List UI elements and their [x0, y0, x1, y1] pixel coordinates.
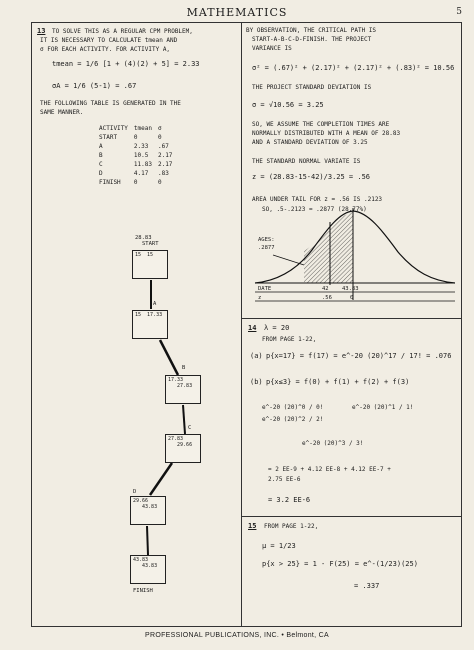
problem-14-number: 14 — [248, 324, 257, 332]
p14-term-0: e^-20 (20)^0 / 0! — [262, 404, 324, 411]
p13-sigma-formula: σA = 1/6 (5-1) = .67 — [52, 82, 137, 90]
node-a-times: 15 17.33 — [135, 312, 163, 318]
node-start-times: 15 15 — [135, 252, 154, 258]
node-b-label: B — [182, 365, 186, 371]
p13-right-line-3: VARIANCE IS — [252, 45, 292, 52]
chart-area-value: .2877 — [258, 245, 275, 251]
p13-so-line: SO, .5-.2123 = .2877 (28.77%) — [262, 206, 367, 213]
p14-part-a: p{x=17} = f(17) = e^-20 (20)^17 / 17! = .076 — [266, 352, 452, 360]
p13-assume-2: NORMALLY DISTRIBUTED WITH A MEAN OF 28.83 — [252, 130, 401, 137]
chart-date-label: DATE — [258, 286, 272, 292]
p13-variance: σ² = (.67)² + (2.17)² + (2.17)² + (.83)² = 10.56 — [252, 64, 455, 72]
p13-line-1: TO SOLVE THIS AS A REGULAR CPM PROBLEM, — [52, 28, 193, 35]
table-cell: 0 — [133, 179, 138, 186]
table-header-cell: tmean — [133, 125, 152, 132]
p13-z-formula: z = (28.83-15-42)/3.25 = .56 — [252, 173, 371, 181]
p15-formula: p{x > 25} = 1 - F(25) = e^-(1/23)(25) — [262, 560, 418, 568]
table-cell: 0 — [157, 179, 162, 186]
table-cell: 2.33 — [133, 143, 149, 150]
p13-right-line-2: START-A-B-C-D-FINISH. THE PROJECT — [252, 36, 372, 43]
table-cell: 4.17 — [133, 170, 149, 177]
p13-right-line-1: BY OBSERVATION, THE CRITICAL PATH IS — [246, 27, 377, 34]
p15-from: FROM PAGE 1-22, — [264, 523, 319, 530]
p14-result: = 3.2 EE-6 — [268, 496, 311, 504]
network-top-label: 28.83 — [135, 235, 152, 241]
table-header-cell: ACTIVITY — [99, 125, 128, 132]
table-cell: D — [99, 170, 103, 177]
p13-area-line: AREA UNDER TAIL FOR z = .56 IS .2123 — [252, 196, 383, 203]
page-header-title: MATHEMATICS — [186, 6, 288, 19]
table-cell: C — [99, 161, 103, 168]
table-cell: 11.83 — [133, 161, 152, 168]
p14-lambda: λ = 20 — [264, 324, 290, 332]
page-number: 5 — [456, 7, 462, 17]
table-cell: .83 — [157, 170, 169, 177]
problem-15-number: 15 — [248, 522, 257, 530]
node-a-label: A — [153, 301, 157, 307]
p13-assume-3: AND A STANDARD DEVIATION OF 3.25 — [252, 139, 368, 146]
p13-table-intro-1: THE FOLLOWING TABLE IS GENERATED IN THE — [40, 100, 181, 107]
table-cell: 10.5 — [133, 152, 149, 159]
p13-std-dev: σ = √10.56 = 3.25 — [252, 101, 324, 109]
chart-z-label: z — [258, 295, 262, 301]
node-d-times: 29.66 43.83 — [133, 498, 158, 510]
p13-std-dev-label: THE PROJECT STANDARD DEVIATION IS — [252, 84, 372, 91]
p15-mu: μ = 1/23 — [262, 542, 296, 550]
p13-tmean-formula: tmean = 1/6 [1 + (4)(2) + 5] = 2.33 — [52, 60, 200, 68]
p15-result: = .337 — [354, 582, 380, 590]
table-cell: .67 — [157, 143, 169, 150]
p14-sum-line-1: = 2 EE-9 + 4.12 EE-8 + 4.12 EE-7 + — [268, 466, 391, 473]
table-cell: 0 — [133, 134, 138, 141]
table-cell: 2.17 — [157, 152, 173, 159]
p13-assume-1: SO, WE ASSUME THE COMPLETION TIMES ARE — [252, 121, 390, 128]
chart-axis-value-2: 43.83 — [342, 286, 359, 292]
node-b-times: 17.33 27.83 — [168, 377, 193, 389]
p14-term-1: e^-20 (20)^1 / 1! — [352, 404, 414, 411]
p14-term-3: e^-20 (20)^3 / 3! — [302, 440, 364, 447]
table-cell: B — [99, 152, 103, 159]
p14-part-b-label: (b) — [250, 378, 263, 386]
node-c-times: 27.83 29.66 — [168, 436, 193, 448]
chart-axis-value-3: .56 — [322, 295, 332, 301]
node-start-label: START — [142, 241, 159, 247]
p13-table-intro-2: SAME MANNER. — [40, 109, 84, 116]
node-c-label: C — [188, 425, 192, 431]
node-finish-label: FINISH — [133, 588, 153, 594]
table-cell: 0 — [157, 134, 162, 141]
chart-axis-value-4: 0 — [350, 295, 354, 301]
table-header-cell: σ — [157, 125, 162, 132]
p14-term-2: e^-20 (20)^2 / 2! — [262, 416, 324, 423]
p14-part-b: p{x≤3} = f(0) + f(1) + f(2) + f(3) — [266, 378, 410, 386]
page-footer: PROFESSIONAL PUBLICATIONS, INC. • Belmont, CA — [145, 632, 329, 639]
p13-line-3: σ FOR EACH ACTIVITY. FOR ACTIVITY A, — [40, 46, 171, 53]
p14-sum-line-2: 2.75 EE-6 — [268, 476, 301, 483]
p14-part-a-label: (a) — [250, 352, 263, 360]
node-finish-times: 43.83 43.83 — [133, 557, 158, 569]
table-cell: 2.17 — [157, 161, 173, 168]
table-cell: FINISH — [99, 179, 121, 186]
table-cell: A — [99, 143, 103, 150]
table-cell: START — [99, 134, 118, 141]
chart-ages-label: AGES: — [258, 237, 275, 243]
p14-from: FROM PAGE 1-22, — [262, 336, 317, 343]
problem-13-number: 13 — [37, 27, 46, 35]
p13-line-2: IT IS NECESSARY TO CALCULATE tmean AND — [40, 37, 178, 44]
p13-variate-label: THE STANDARD NORMAL VARIATE IS — [252, 158, 361, 165]
chart-axis-value-1: 42 — [322, 286, 329, 292]
node-d-label: D — [133, 489, 137, 495]
